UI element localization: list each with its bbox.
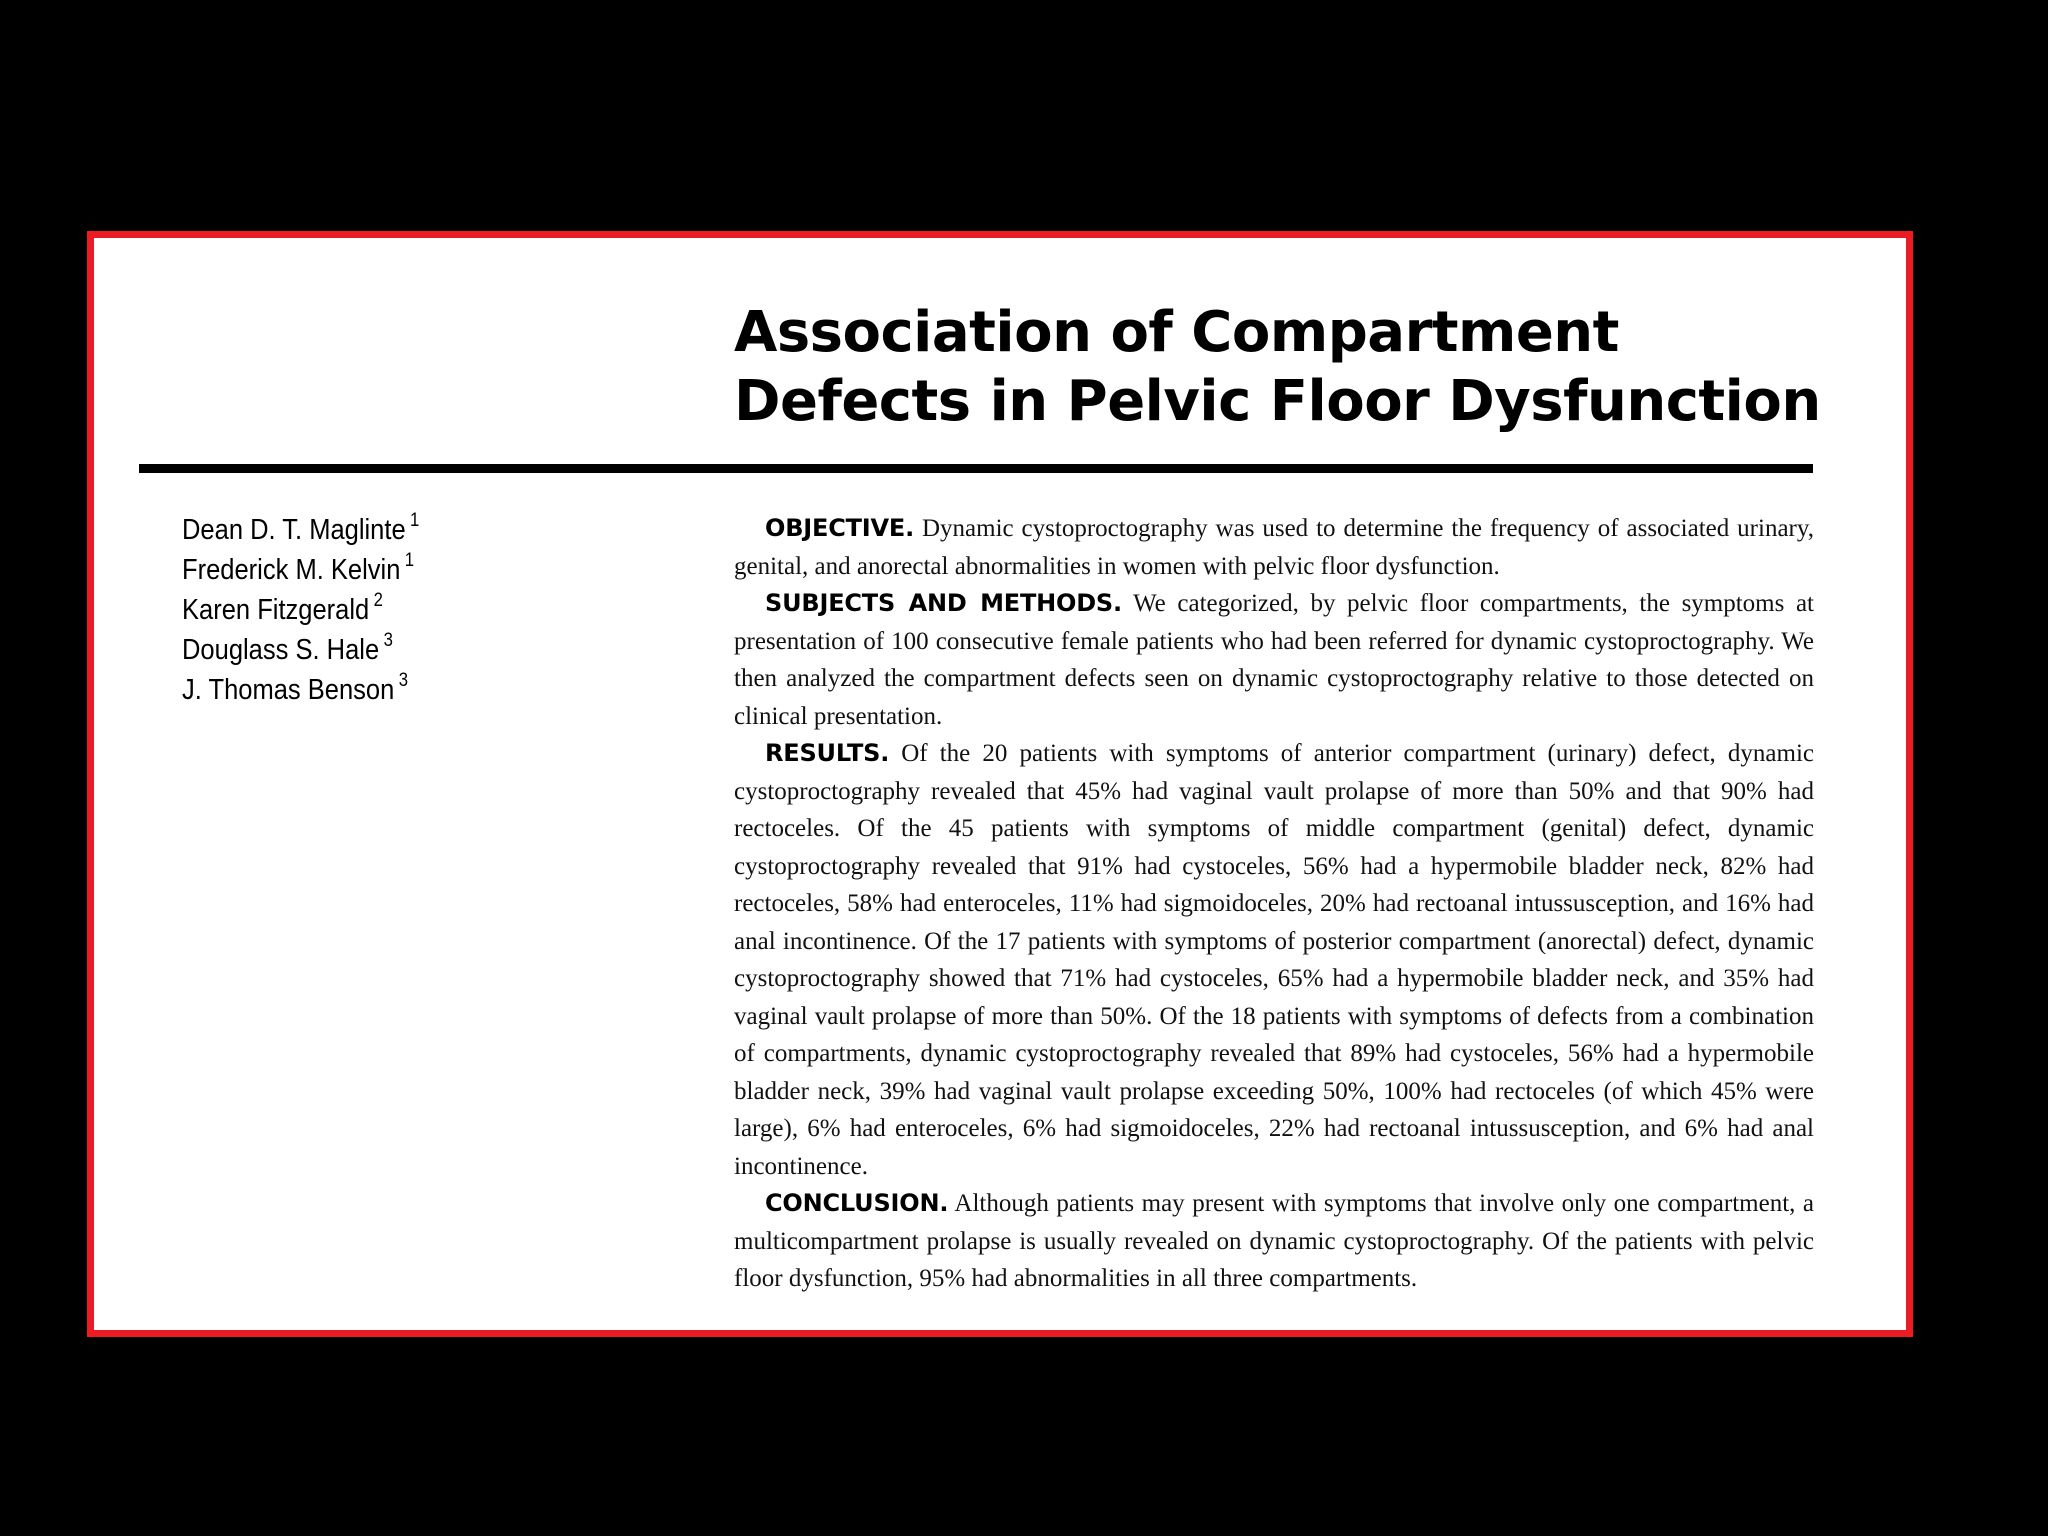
conclusion-heading: CONCLUSION. — [765, 1189, 949, 1217]
article-title-line-2: Defects in Pelvic Floor Dysfunction — [734, 369, 1821, 434]
conclusion-text: Although patients may present with symptoms that involve only one compartment, a multicompartment prolapse is usually revealed on dynamic cystoproctography. Of the patients with pelvic floor dysfunction, 95% had abnormalities in all three compartments. — [734, 1190, 1814, 1292]
results-text: Of the 20 patients with symptoms of anterior compartment (urinary) defect, dynamic cystoproctography revealed that 45% had vaginal vault prolapse of more than 50% and that 90% had rectoceles. Of the 45 patients with symptoms of middle compartment (genital) defect, dynamic cystoproctography revealed that 91% had cystoceles, 56% had a hypermobile bladder neck, 82% had rectoceles, 58% had enteroceles, 11% had sigmoidoceles, 20% had rectoanal intussusception, and 16% had anal incontinence. Of the 17 patients with symptoms of posterior compartment (anorectal) defect, dynamic cystoproctography showed that 71% had cystoceles, 65% had a hypermobile bladder neck, and 35% had vaginal vault prolapse of more than 50%. Of the 18 patients with symptoms of defects from a combination of compartments, dynamic cystoproctography revealed that 89% had cystoceles, 56% had a hypermobile bladder neck, 39% had vaginal vault prolapse exceeding 50%, 100% had rectoceles (of which 45% were large), 6% had enteroceles, 6% had sigmoidoceles, 22% had rectoanal intussusception, and 6% had anal incontinence. — [734, 740, 1814, 1180]
author — [182, 590, 419, 630]
author — [182, 630, 419, 670]
article-page — [87, 231, 1913, 1337]
author-affiliation: 2 — [373, 590, 383, 611]
abstract-methods — [734, 585, 1814, 735]
author-list — [182, 510, 419, 710]
author-affiliation: 1 — [410, 510, 420, 531]
objective-text: Dynamic cystoproctography was used to determine the frequency of associated urinary, genital, and anorectal abnormalities in women with pelvic floor dysfunction. — [734, 515, 1814, 580]
methods-heading: SUBJECTS AND METHODS. — [765, 589, 1122, 617]
author-name: Dean D. T. Maglinte — [182, 514, 406, 546]
author — [182, 510, 419, 550]
author-affiliation: 1 — [404, 550, 415, 571]
article-title-line-1: Association of Compartment — [734, 300, 1619, 365]
author — [182, 550, 419, 590]
author-affiliation: 3 — [383, 630, 393, 651]
author-name: Frederick M. Kelvin — [182, 554, 401, 586]
author-name: Douglass S. Hale — [182, 634, 380, 666]
methods-text: We categorized, by pelvic floor compartments, the symptoms at presentation of 100 consecutive female patients who had been referred for dynamic cystoproctography. We then analyzed the compartment defects seen on dynamic cystoproctography relative to those detected on clinical presentation. — [734, 590, 1815, 730]
abstract-conclusion — [734, 1185, 1814, 1298]
abstract-results — [734, 735, 1814, 1185]
objective-heading: OBJECTIVE. — [765, 514, 915, 542]
author — [182, 670, 419, 710]
author-name: J. Thomas Benson — [182, 674, 395, 706]
abstract-objective — [734, 510, 1814, 585]
author-name: Karen Fitzgerald — [182, 594, 370, 626]
abstract — [734, 510, 1814, 1298]
title-divider — [139, 464, 1813, 473]
results-heading: RESULTS. — [765, 739, 890, 767]
article-title — [734, 298, 1834, 436]
author-affiliation: 3 — [398, 670, 409, 691]
